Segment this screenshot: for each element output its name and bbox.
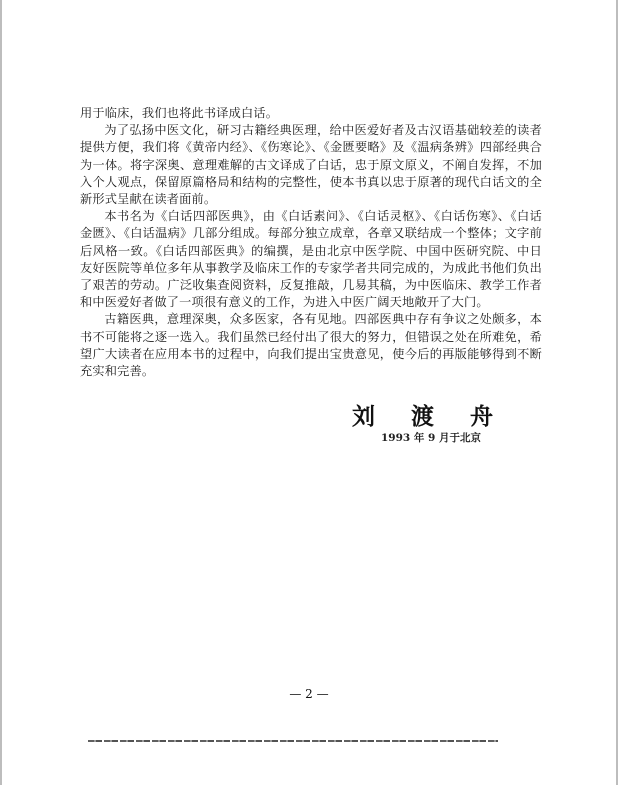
paragraph-book-structure: 本书名为《白话四部医典》，由《白话素问》、《白话灵枢》、《白话伤寒》、《白话金匮》、《白话温病》几部分组成。每部分独立成章，各章又联结成一个整体；文字前后风格一致。《白话四部医典》的编撰，是由北京中医学院、中国中医研究院、中日友好医院等单位多年从事教学及临床工作的专家学者共同完成的，为成此书他们负出了艰苦的劳动。广泛收集查阅资料，反复推敲，几易其稿，为中医临床、教学工作者和中医爱好者做了一项很有意义的工作，为进入中医广阔天地敞开了大门。: [80, 209, 542, 310]
bottom-scan-rule: [88, 740, 498, 742]
author-signature: 刘 渡 舟: [352, 403, 508, 430]
page-number: — 2 —: [289, 687, 329, 701]
paragraph-closing: 古籍医典，意理深奥，众多医家，各有见地。四部医典中存有争议之处颇多，本书不可能将之逐一选入。我们虽然已经付出了很大的努力，但错误之处在所难免，希望广大读者在应用本书的过程中，向我们提出宝贵意见，使今后的再版能够得到不断充实和完善。: [80, 312, 542, 379]
date-place-line: 1993 年 9 月于北京: [381, 432, 481, 444]
paragraph-continuation: 用于临床，我们也将此书译成白话。: [80, 106, 279, 120]
paragraph-purpose: 为了弘扬中医文化，研习古籍经典医理，给中医爱好者及古汉语基础较差的读者提供方便，我们将《黄帝内经》、《伤寒论》、《金匮要略》及《温病条辨》四部经典合为一体。将字深奥、意理难解的古文译成了白话，忠于原文原义，不阐自发挥，不加入个人观点，保留原篇格局和结构的完整性，使本书真以忠于原著的现代白话文的全新形式呈献在读者面前。: [80, 123, 542, 207]
preface-body: [80, 105, 542, 380]
page-left-edge: [0, 0, 2, 785]
